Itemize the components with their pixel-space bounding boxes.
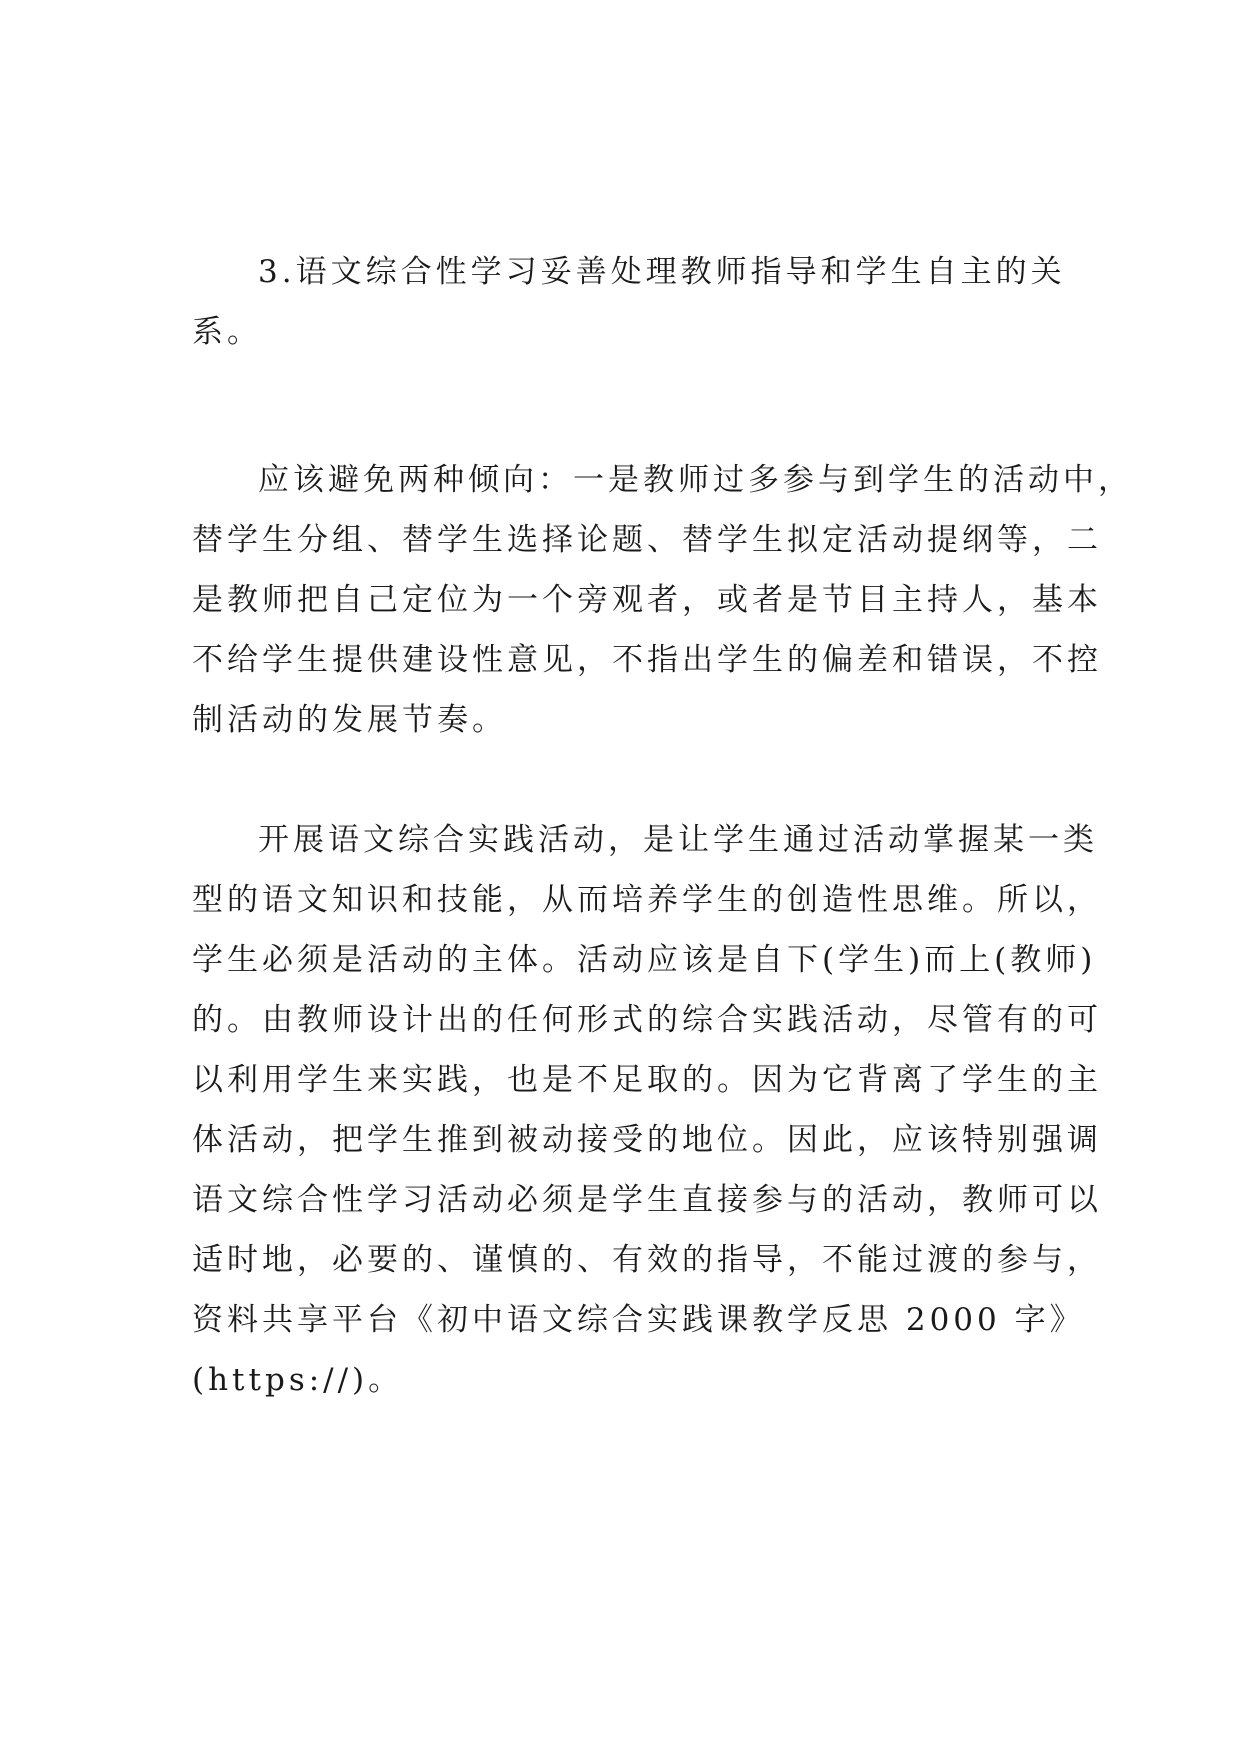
text-line: 系。 — [192, 314, 262, 350]
text-line: 制活动的发展节奏。 — [192, 702, 507, 738]
text-line: 体活动，把学生推到被动接受的地位。因此，应该特别强调 — [192, 1122, 1102, 1158]
text-line: 以利用学生来实践，也是不足取的。因为它背离了学生的主 — [192, 1062, 1102, 1098]
paragraph-practice-activities — [192, 810, 1102, 1410]
text-line: 语文综合性学习活动必须是学生直接参与的活动，教师可以 — [192, 1182, 1102, 1218]
text-line: 资料共享平台《初中语文综合实践课教学反思 2000 字》 — [192, 1302, 1085, 1338]
text-line: 的。由教师设计出的任何形式的综合实践活动，尽管有的可 — [192, 1002, 1102, 1038]
text-line: 替学生分组、替学生选择论题、替学生拟定活动提纲等，二 — [192, 522, 1102, 558]
text-line: 是教师把自己定位为一个旁观者，或者是节目主持人，基本 — [192, 582, 1102, 618]
text-line: 应该避免两种倾向：一是教师过多参与到学生的活动中， — [258, 462, 1133, 498]
text-line: 学生必须是活动的主体。活动应该是自下(学生)而上(教师) — [192, 942, 1097, 978]
text-line: (https://)。 — [192, 1362, 404, 1398]
paragraph-two-tendencies — [192, 450, 1133, 750]
text-line: 适时地，必要的、谨慎的、有效的指导，不能过渡的参与， — [192, 1242, 1102, 1278]
text-line: 不给学生提供建设性意见，不指出学生的偏差和错误，不控 — [192, 642, 1102, 678]
paragraph-relationship-heading — [192, 242, 1066, 362]
text-line: 型的语文知识和技能，从而培养学生的创造性思维。所以， — [192, 882, 1102, 918]
text-line: 开展语文综合实践活动，是让学生通过活动掌握某一类 — [258, 822, 1098, 858]
text-line: 3.语文综合性学习妥善处理教师指导和学生自主的关 — [258, 254, 1066, 290]
